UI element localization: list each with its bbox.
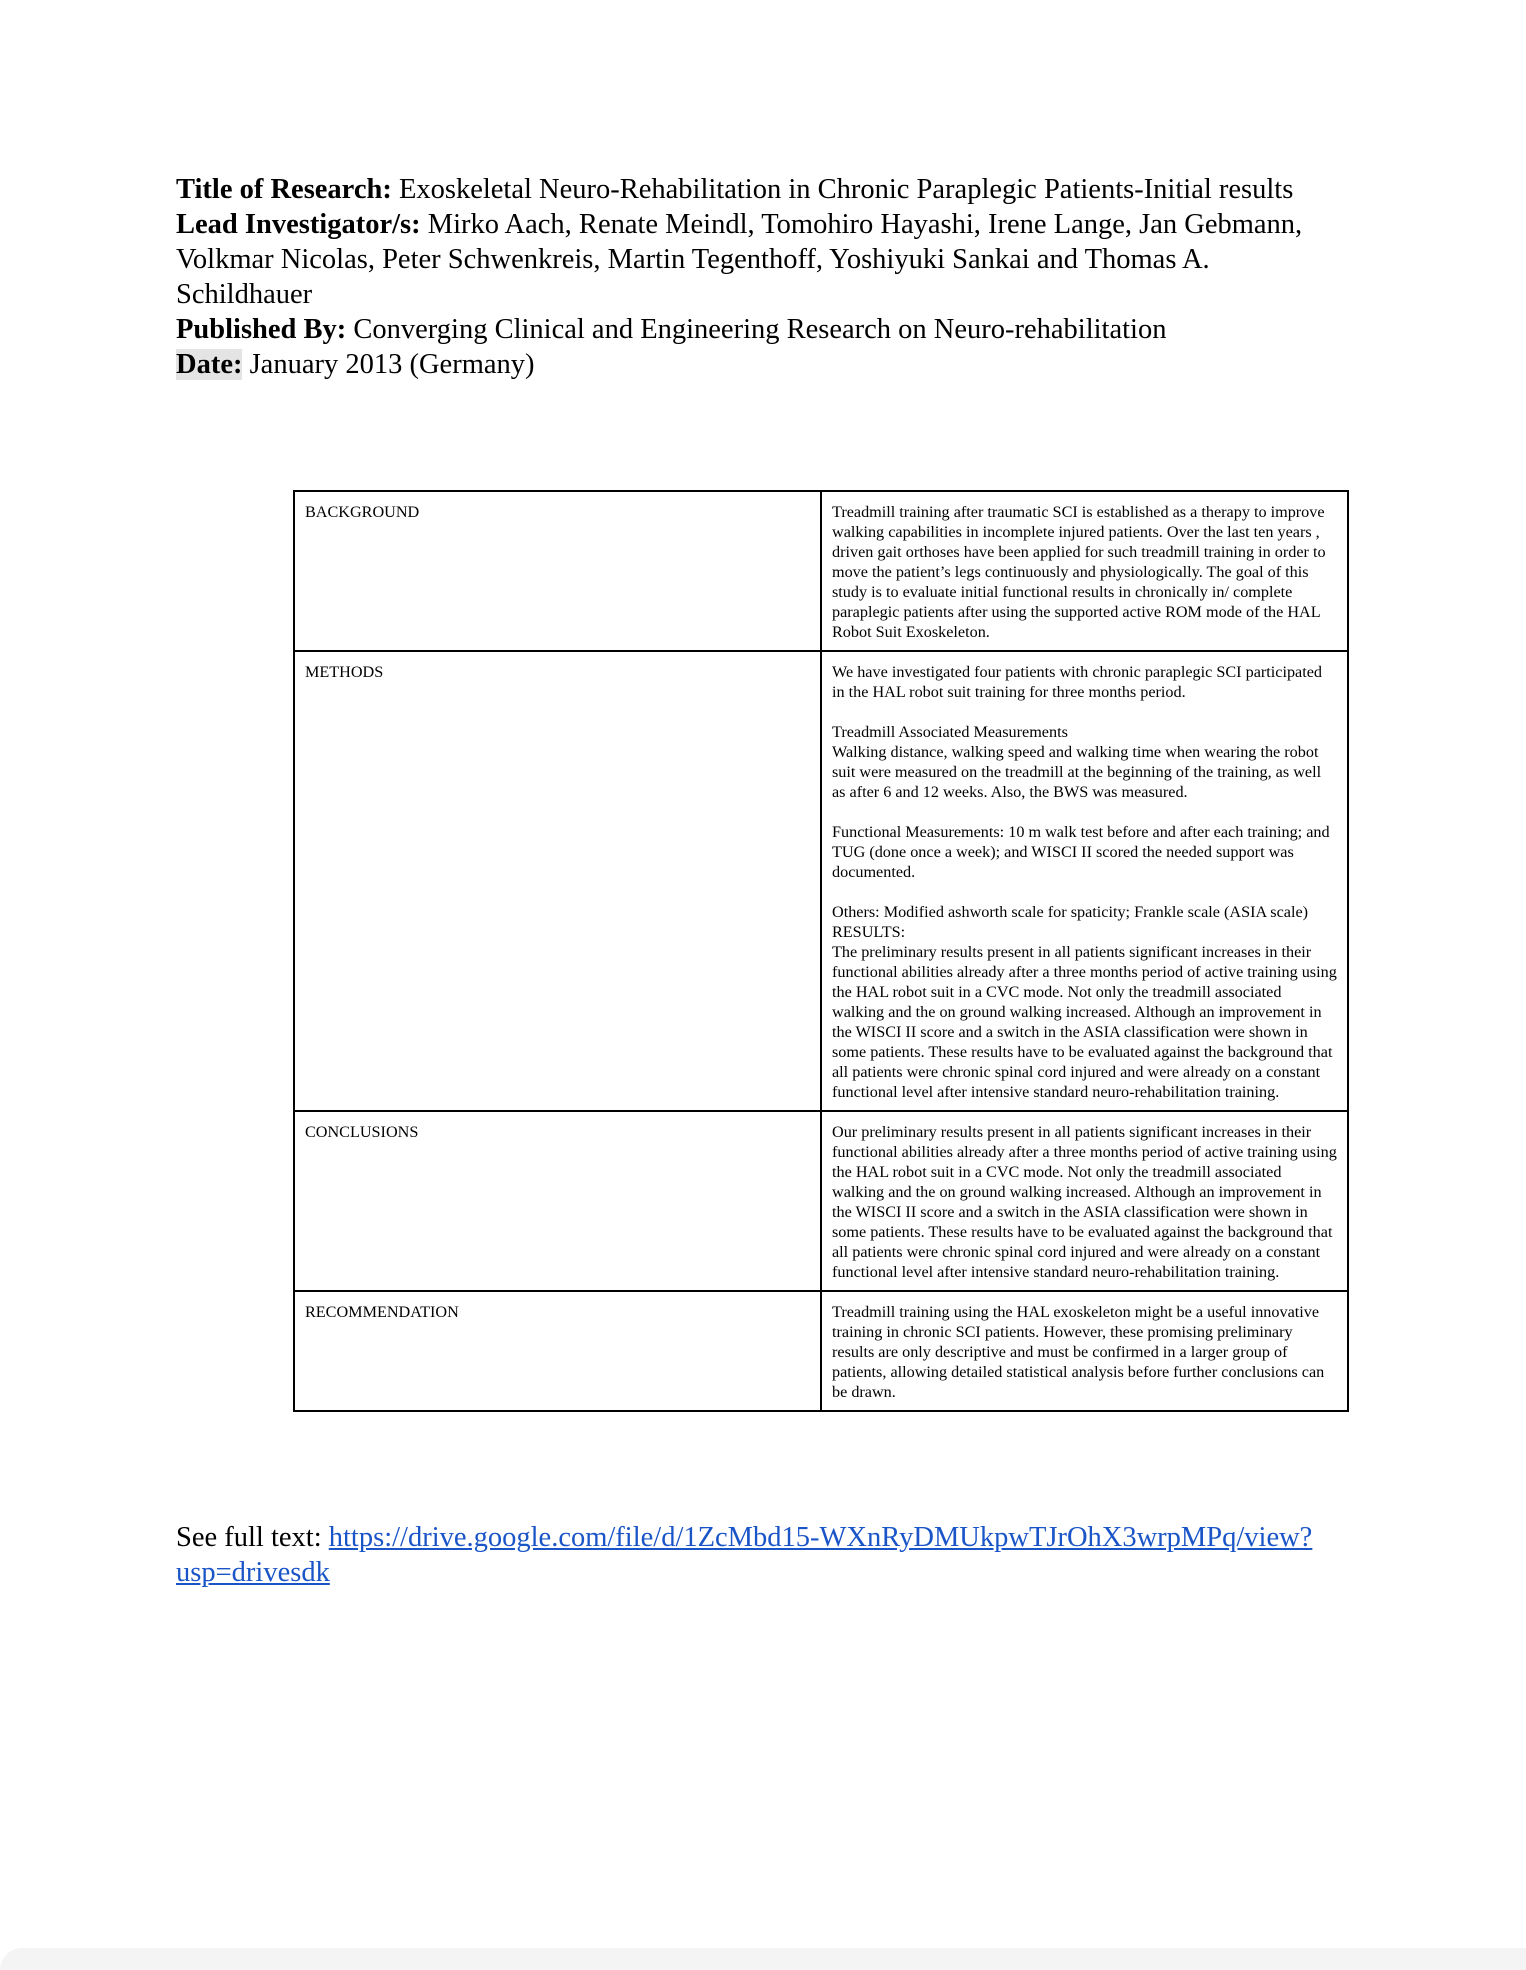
table-row-background — [294, 491, 1348, 651]
methods-intro: We have investigated four patients with chronic paraplegic SCI participated in the HAL robot suit training for three months period. — [832, 663, 1322, 701]
conclusions-text: Our preliminary results present in all patients significant increases in their functional abilities already after a three months period of active training using the HAL robot suit in a CVC mode. Not only the treadmill associated walking and the on ground walking increased. Although an improvement in the WISCI II score and a switch in the ASIA classification were shown in some patients. These results have to be evaluated against the background that all patients were chronic spinal cord injured and were already on a constant functional level after intensive standard neuro-rehabilitation training. — [832, 1123, 1337, 1281]
background-content — [821, 491, 1348, 651]
title-line — [176, 172, 1336, 207]
recommendation-text: Treadmill training using the HAL exoskeleton might be a useful innovative training in chronic SCI patients. However, these promising preliminary results are only descriptive and must be confirmed in a larger group of patients, allowing detailed statistical analysis before further conclusions can be drawn. — [832, 1303, 1325, 1401]
summary-table — [293, 490, 1349, 1412]
title-value: Exoskeletal Neuro-Rehabilitation in Chronic Paraplegic Patients-Initial results — [391, 174, 1294, 205]
investigators-value: Mirko Aach, Renate Meindl, Tomohiro Hayashi, Irene Lange, Jan Gebmann, Volkmar Nicolas, Peter Schwenkreis, Martin Tegenthoff, Yoshiyuki Sankai and Thomas A. Schildhauer — [176, 209, 1303, 310]
conclusions-content — [821, 1111, 1348, 1291]
investigators-line — [176, 207, 1336, 312]
table-row-methods — [294, 651, 1348, 1111]
results-text: The preliminary results present in all patients significant increases in their functional abilities already after a three months period of active training using the HAL robot suit in a CVC mode. Not only the treadmill associated walking and the on ground walking increased. Although an improvement in the WISCI II score and a switch in the ASIA classification were shown in some patients. These results have to be evaluated against the background that all patients were chronic spinal cord injured and were already on a constant functional level after intensive standard neuro-rehabilitation training. — [832, 943, 1337, 1101]
conclusions-label: CONCLUSIONS — [294, 1111, 821, 1291]
table-row-recommendation — [294, 1291, 1348, 1411]
background-text: Treadmill training after traumatic SCI is established as a therapy to improve walking capabilities in incomplete injured patients. Over the last ten years , driven gait orthoses have been applied for such treadmill training in order to move the patient’s legs continuously and physiologically. The goal of this study is to evaluate initial functional results in chronically in/ complete paraplegic patients after using the supported active ROM mode of the HAL Robot Suit Exoskeleton. — [832, 503, 1326, 641]
table-row-conclusions — [294, 1111, 1348, 1291]
research-header — [176, 172, 1336, 382]
methods-others-text: Others: Modified ashworth scale for spaticity; Frankle scale (ASIA scale) — [832, 903, 1309, 921]
results-title: RESULTS: — [832, 923, 906, 941]
published-line — [176, 312, 1336, 347]
investigators-label: Lead Investigator/s: — [176, 209, 421, 240]
date-value: January 2013 (Germany) — [242, 349, 535, 380]
full-text-footer — [176, 1520, 1336, 1590]
methods-treadmill-title: Treadmill Associated Measurements — [832, 723, 1068, 741]
date-line — [176, 347, 1336, 382]
background-label: BACKGROUND — [294, 491, 821, 651]
published-label: Published By: — [176, 314, 347, 345]
methods-treadmill-text: Walking distance, walking speed and walking time when wearing the robot suit were measured on the treadmill at the beginning of the training, as well as after 6 and 12 weeks. Also, the BWS was measured. — [832, 743, 1322, 801]
viewer-bottom-edge — [0, 1948, 1526, 1970]
methods-label: METHODS — [294, 651, 821, 1111]
full-text-link[interactable]: https://drive.google.com/file/d/1ZcMbd15-WXnRyDMUkpwTJrOhX3wrpMPq/view?usp=drivesdk — [176, 1522, 1313, 1588]
title-label: Title of Research: — [176, 174, 392, 205]
full-text-label: See full text: — [176, 1522, 329, 1553]
published-value: Converging Clinical and Engineering Research on Neuro-rehabilitation — [346, 314, 1167, 345]
recommendation-content — [821, 1291, 1348, 1411]
date-label: Date: — [176, 349, 243, 380]
methods-content — [821, 651, 1348, 1111]
recommendation-label: RECOMMENDATION — [294, 1291, 821, 1411]
methods-functional-text: Functional Measurements: 10 m walk test before and after each training; and TUG (done once a week); and WISCI II scored the needed support was documented. — [832, 823, 1330, 881]
